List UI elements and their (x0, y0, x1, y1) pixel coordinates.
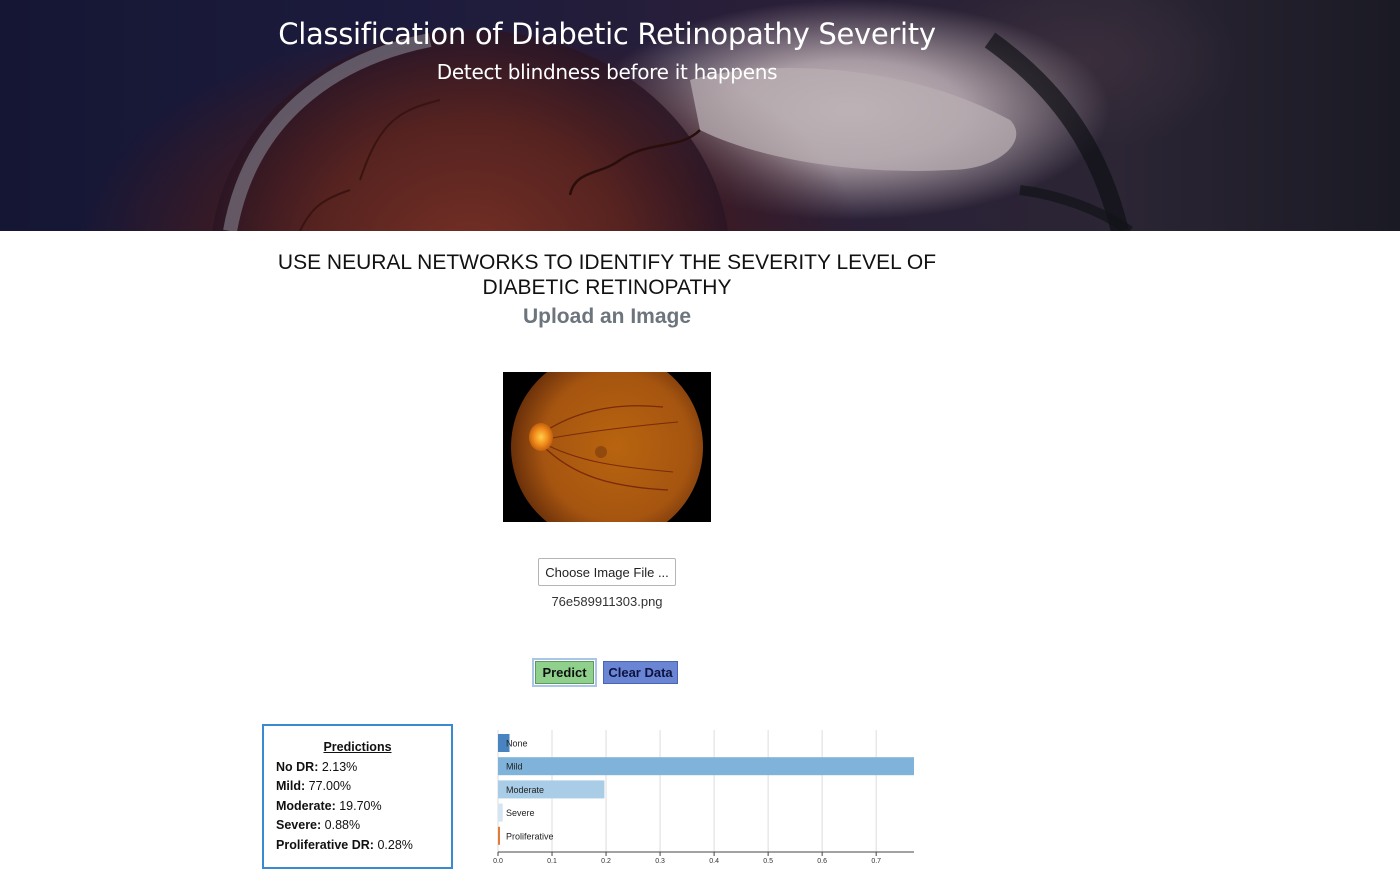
uploaded-image-preview (503, 372, 711, 522)
chart-bar-label: None (506, 738, 528, 749)
prediction-bar-chart (490, 728, 930, 868)
prediction-chart (490, 728, 930, 868)
fundus-image (503, 372, 711, 522)
chart-bar-mild (498, 757, 914, 775)
chart-bar-severe (498, 804, 503, 822)
selected-file-name: 76e589911303.png (551, 594, 663, 609)
chart-tick-label: 0.1 (547, 858, 557, 865)
chart-tick-label: 0.6 (817, 858, 828, 865)
prediction-row-severe (276, 818, 360, 832)
prediction-value: 2.13% (321, 760, 358, 774)
chart-tick-label: 0.0 (493, 858, 503, 865)
chart-tick-label: 0.5 (763, 858, 773, 865)
upload-title: Upload an Image (522, 305, 692, 328)
choose-file-button[interactable]: Choose Image File ... (538, 558, 676, 586)
prediction-row-no-dr (276, 760, 357, 774)
predict-button[interactable]: Predict (535, 661, 594, 684)
prediction-label: No DR: (276, 760, 319, 774)
chart-tick-label: 0.4 (709, 858, 719, 865)
prediction-value: 77.00% (308, 779, 352, 793)
prediction-row-proliferative (276, 838, 413, 852)
chart-bar-proliferative (498, 827, 500, 845)
prediction-label: Severe: (276, 818, 322, 832)
page-heading: USE NEURAL NETWORKS TO IDENTIFY THE SEVERITY LEVEL OF DIABETIC RETINOPATHY (277, 251, 937, 299)
clear-data-button[interactable]: Clear Data (603, 661, 678, 684)
chart-bar-label: Proliferative (506, 831, 554, 842)
chart-bar-label: Mild (506, 761, 523, 772)
chart-tick-label: 0.7 (871, 858, 882, 865)
prediction-value: 0.28% (377, 838, 413, 852)
predictions-panel (262, 724, 453, 869)
prediction-row-mild (276, 779, 351, 793)
chart-bar-label: Severe (506, 808, 535, 819)
prediction-value: 0.88% (324, 818, 361, 832)
prediction-label: Moderate: (276, 799, 336, 813)
hero-title: Classification of Diabetic Retinopathy Severity (278, 17, 936, 51)
hero-banner (0, 0, 1400, 231)
predictions-title: Predictions (323, 740, 392, 754)
chart-tick-label: 0.2 (601, 858, 611, 865)
prediction-row-moderate (276, 799, 382, 813)
hero-subtitle: Detect blindness before it happens (436, 60, 778, 84)
chart-bar-label: Moderate (506, 784, 545, 795)
prediction-label: Proliferative DR: (276, 838, 374, 852)
chart-tick-label: 0.3 (655, 858, 665, 865)
prediction-label: Mild: (276, 779, 306, 793)
prediction-value: 19.70% (339, 799, 382, 813)
